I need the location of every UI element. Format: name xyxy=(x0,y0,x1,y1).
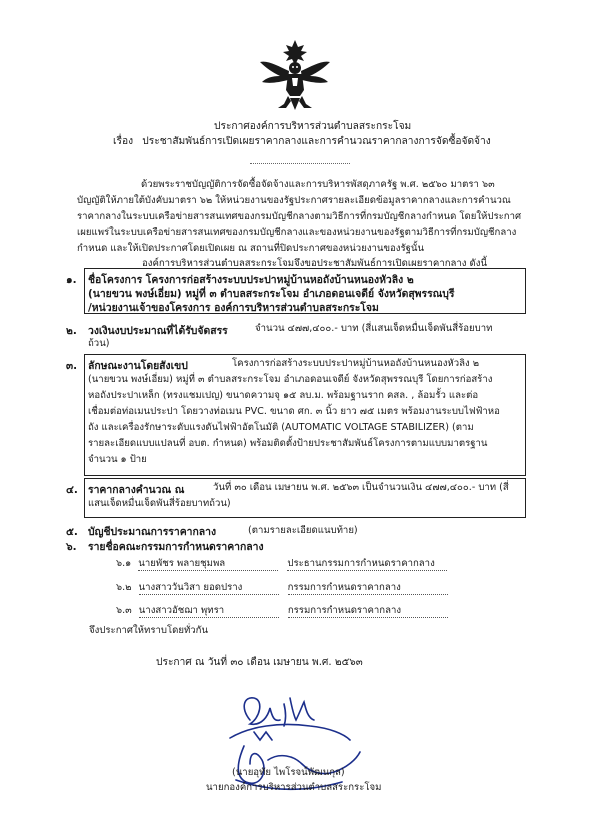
item-1-line-3: /หน่วยงานเจ้าของโครงการ องค์การบริหารส่วนตำบลสระกระโจม xyxy=(88,302,379,314)
item-4-label: ราคากลางคำนวณ ณ xyxy=(88,484,185,496)
item-3-line-6: รายละเอียดแบบแปลนที่ อบต. กำหนด) พร้อมติดตั้งป้ายประชาสัมพันธ์โครงการตามแบบมาตรฐาน xyxy=(88,438,488,449)
item-1-number: ๑. xyxy=(66,274,77,286)
subject-text: ประชาสัมพันธ์การเปิดเผยราคากลางและการคำนวณราคากลางการจัดซื้อจัดจ้าง xyxy=(142,136,491,147)
item-3-label: ลักษณะงานโดยสังเขป xyxy=(88,360,188,372)
header-divider xyxy=(250,163,350,164)
preamble-line-5: กำหนด และให้เปิดประกาศโดยเปิดเผย ณ สถานที่ปิดประกาศของหน่วยงานของรัฐนั้น xyxy=(77,243,425,254)
item-6-number: ๖. xyxy=(66,541,77,553)
preamble-line-3: ราคากลางในระบบเครือข่ายสารสนเทศของกรมบัญชีกลางตามวิธีการที่กรมบัญชีกลางกำหนด โดยให้ประกาศ xyxy=(77,211,522,222)
committee-row: ๖.๒ นางสาววันวิสา ยอดปราง กรรมการกำหนดราคากลาง xyxy=(116,581,448,595)
item-2-label: วงเงินงบประมาณที่ได้รับจัดสรร xyxy=(88,325,228,337)
item-3-line-1: โครงการก่อสร้างระบบประปาหมู่บ้านหอถังบ้านหนองหัวลิง ๒ xyxy=(232,358,480,369)
preamble-line-6: องค์การบริหารส่วนตำบลสระกระโจมจึงขอประชาสัมพันธ์การเปิดเผยราคากลาง ดังนี้ xyxy=(142,258,488,269)
item-3-line-3: หอถังประปาเหล็ก (ทรงแชมเปญ) ขนาดความจุ ๑๕ ลบ.ม. พร้อมฐานราก คสล. , ล้อมรั้ว และต่อ xyxy=(88,390,479,401)
item-1-line-2: (นายขวน พงษ์เอี่ยม) หมู่ที่ ๓ ตำบลสระกระโจม อำเภอดอนเจดีย์ จังหวัดสุพรรณบุรี xyxy=(88,288,455,300)
item-2-line-2: ถ้วน) xyxy=(88,338,110,349)
item-4-number: ๔. xyxy=(66,484,78,496)
committee-row: ๖.๑ นายพัชร พลายชุมพล ประธานกรรมการกำหนดราคากลาง xyxy=(116,557,447,571)
committee-name: นางสาวอัชฌา พุทรา xyxy=(139,604,279,618)
signer-title: นายกองค์การบริหารส่วนตำบลสระกระโจม xyxy=(206,782,382,793)
item-3-line-7: จำนวน ๑ ป้าย xyxy=(88,454,147,465)
committee-name: นางสาววันวิสา ยอดปราง xyxy=(139,581,279,595)
announce-date: ประกาศ ณ วันที่ ๓๐ เดือน เมษายน พ.ศ. ๒๕๖๓ xyxy=(156,657,363,668)
item-3-line-4: เชื่อมต่อท่อเมนประปา โดยวางท่อเมน PVC. ขนาด ศก. ๓ นิ้ว ยาว ๗๕ เมตร พร้อมงานระบบไฟฟ้าหอ xyxy=(88,406,500,417)
item-4-line-2: แสนเจ็ดหมื่นเจ็ดพันสี่ร้อยบาทถ้วน) xyxy=(88,498,231,509)
item-2-number: ๒. xyxy=(66,325,77,337)
announcement-title: ประกาศองค์การบริหารส่วนตำบลสระกระโจม xyxy=(214,121,412,132)
closing-text: จึงประกาศให้ทราบโดยทั่วกัน xyxy=(89,625,209,636)
item-5-number: ๕. xyxy=(66,526,78,538)
item-4-line-1: วันที่ ๓๐ เดือน เมษายน พ.ศ. ๒๕๖๓ เป็นจำนวนเงิน ๔๗๗,๔๐๐.- บาท (สี่ xyxy=(213,482,509,493)
preamble-line-4: เผยแพร่ในระบบเครือข่ายสารสนเทศของกรมบัญชีกลางและของหน่วยงานของรัฐตามวิธีการที่กรมบัญชีกลาง xyxy=(77,227,517,238)
preamble-line-1: ด้วยพระราชบัญญัติการจัดซื้อจัดจ้างและการบริหารพัสดุภาครัฐ พ.ศ. ๒๕๖๐ มาตรา ๖๓ xyxy=(141,179,495,190)
item-1-line-1: ชื่อโครงการ โครงการก่อสร้างระบบประปาหมู่บ้านหอถังบ้านหนองหัวลิง ๒ xyxy=(88,274,414,286)
item-6-label: รายชื่อคณะกรรมการกำหนดราคากลาง xyxy=(88,541,264,553)
item-5-note: (ตามรายละเอียดแนบท้าย) xyxy=(248,525,358,536)
committee-role: ประธานกรรมการกำหนดราคากลาง xyxy=(287,557,447,571)
preamble-line-2: บัญญัติให้ภายใต้บังคับมาตรา ๖๒ ให้หน่วยงานของรัฐประกาศรายละเอียดข้อมูลราคากลางและการคำนวณ xyxy=(77,195,511,206)
subject-line xyxy=(113,135,491,148)
item-2-line-1: จำนวน ๔๗๗,๔๐๐.- บาท (สี่แสนเจ็ดหมื่นเจ็ดพันสี่ร้อยบาท xyxy=(255,323,493,334)
committee-row: ๖.๓ นางสาวอัชฌา พุทรา กรรมการกำหนดราคากลาง xyxy=(116,604,448,618)
committee-role: กรรมการกำหนดราคากลาง xyxy=(288,604,448,618)
signer-name: (นายอุทัย ไพโรจน์พัฒนกุล) xyxy=(232,767,345,778)
committee-role: กรรมการกำหนดราคากลาง xyxy=(288,581,448,595)
item-3-line-5: ถัง และเครื่องรักษาระดับแรงดันไฟฟ้าอัตโนมัติ (AUTOMATIC VOLTAGE STABILIZER) (ตาม xyxy=(88,422,474,433)
subject-label: เรื่อง xyxy=(113,136,134,147)
item-5-label: บัญชีประมาณการราคากลาง xyxy=(88,526,217,538)
committee-name: นายพัชร พลายชุมพล xyxy=(138,557,278,571)
item-3-number: ๓. xyxy=(66,360,78,372)
garuda-emblem-icon xyxy=(258,38,332,112)
item-3-line-2: (นายขวน พงษ์เอี่ยม) หมู่ที่ ๓ ตำบลสระกระโจม อำเภอดอนเจดีย์ จังหวัดสุพรรณบุรี โดยการก่อสร้าง xyxy=(88,374,493,385)
